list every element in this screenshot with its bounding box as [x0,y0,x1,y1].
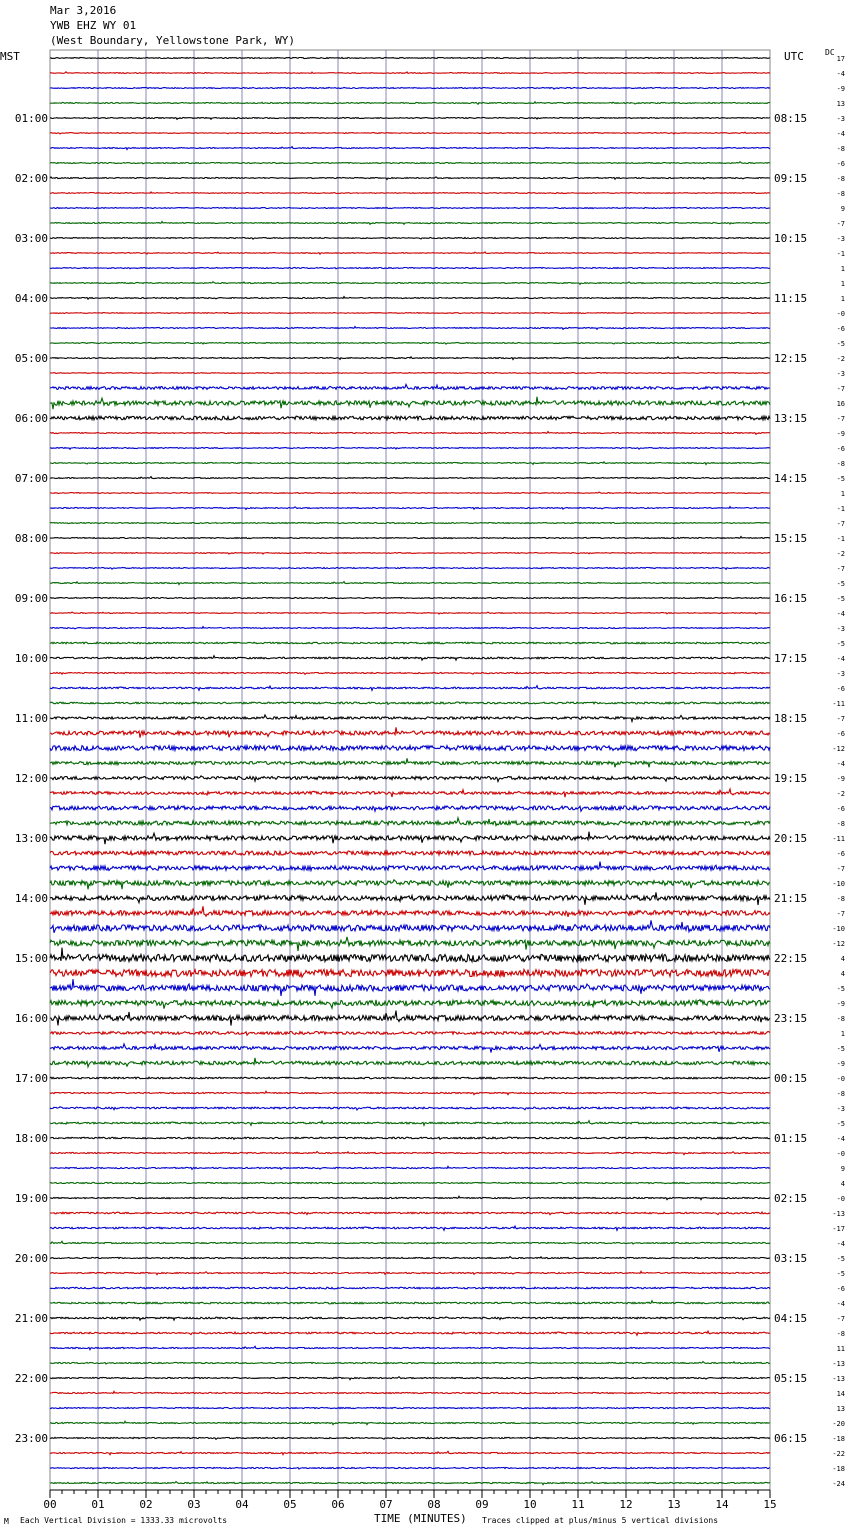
seismic-trace [50,1451,770,1454]
dc-offset-value: -4 [836,760,845,768]
seismic-trace [50,1407,770,1408]
dc-offset-value: -0 [836,310,845,318]
right-timezone-label: UTC [784,50,804,63]
seismic-trace [50,537,770,539]
seismic-trace [50,789,770,797]
seismic-trace [50,222,770,225]
dc-offset-value: -13 [832,1210,845,1218]
dc-offset-value: -4 [836,70,845,78]
seismic-trace [50,1058,770,1067]
seismic-trace [50,132,770,134]
seismic-trace [50,268,770,269]
dc-offset-value: -9 [836,85,845,93]
dc-offset-value: -18 [832,1435,845,1443]
right-hour-label: 08:15 [774,112,808,125]
right-hour-label: 15:15 [774,532,808,545]
seismic-trace [50,492,770,494]
right-hour-label: 14:15 [774,472,808,485]
dc-offset-value: -6 [836,445,845,453]
dc-offset-value: -3 [836,625,845,633]
seismic-trace [50,313,770,314]
seismic-trace [50,192,770,194]
dc-offset-value: 13 [836,1405,845,1413]
x-tick-label: 03 [187,1498,201,1511]
dc-offset-value: -24 [832,1480,845,1488]
left-hour-label: 03:00 [14,232,48,245]
dc-offset-value: -5 [836,1045,845,1053]
dc-offset-value: -4 [836,130,845,138]
dc-offset-value: -0 [836,1195,845,1203]
right-hour-label: 03:15 [774,1252,808,1265]
x-tick-label: 15 [763,1498,777,1511]
seismic-trace [50,208,770,209]
dc-offset-value: -5 [836,475,845,483]
x-tick-label: 06 [331,1498,345,1511]
seismic-trace [50,1287,770,1289]
dc-offset-value: -11 [832,700,845,708]
seismic-trace [50,147,770,150]
right-hour-label: 00:15 [774,1072,808,1085]
seismic-trace [50,1377,770,1380]
right-hour-label: 22:15 [774,952,808,965]
seismic-trace [50,1121,770,1126]
x-tick-label: 12 [619,1498,633,1511]
seismic-trace [50,567,770,569]
x-tick-label: 08 [427,1498,441,1511]
seismic-trace [50,117,770,119]
seismic-trace [50,715,770,722]
left-hour-label: 17:00 [14,1072,48,1085]
seismic-trace [50,1241,770,1244]
seismic-trace [50,523,770,524]
dc-offset-value: -9 [836,1060,845,1068]
left-hour-label: 07:00 [14,472,48,485]
dc-offset-value: -6 [836,325,845,333]
dc-offset-value: -6 [836,805,845,813]
station-code: YWB EHZ WY 01 [50,19,137,32]
seismic-trace [50,373,770,374]
seismic-trace [50,979,770,996]
seismic-trace [50,880,770,890]
dc-offset-value: 11 [836,1345,845,1353]
left-hour-label: 10:00 [14,652,48,665]
dc-offset-value: -3 [836,370,845,378]
dc-offset-value: -5 [836,580,845,588]
right-hour-label: 02:15 [774,1192,808,1205]
right-hour-label: 10:15 [774,232,808,245]
right-hour-label: 20:15 [774,832,808,845]
seismic-trace [50,597,770,598]
dc-offset-value: 4 [840,955,845,963]
dc-offset-value: -4 [836,1300,845,1308]
dc-offset-value: 4 [840,1180,845,1188]
seismic-trace [50,758,770,767]
dc-offset-value: -3 [836,670,845,678]
seismic-trace [50,1271,770,1274]
seismic-trace [50,1421,770,1424]
seismic-trace [50,1137,770,1139]
seismic-trace [50,1091,770,1094]
left-hour-label: 16:00 [14,1012,48,1025]
x-tick-label: 11 [571,1498,585,1511]
dc-offset-value: -9 [836,775,845,783]
seismic-trace [50,969,770,977]
dc-offset-value: -2 [836,355,845,363]
left-hour-label: 06:00 [14,412,48,425]
dc-offset-value: -6 [836,160,845,168]
seismic-trace [50,177,770,180]
seismic-trace [50,87,770,89]
seismic-trace [50,1317,770,1320]
seismic-trace [50,746,770,751]
dc-offset-value: -1 [836,505,845,513]
dc-offset-value: -8 [836,175,845,183]
dc-offset-value: -22 [832,1450,845,1458]
left-hour-label: 23:00 [14,1432,48,1445]
dc-offset-value: 1 [840,280,845,288]
x-tick-label: 02 [139,1498,153,1511]
dc-offset-value: 9 [840,1165,845,1173]
seismic-trace [50,702,770,704]
seismic-trace [50,948,770,962]
corner-mark: M [4,1517,9,1526]
dc-offset-value: -7 [836,520,845,528]
seismic-trace [50,416,770,420]
clipping-note: Traces clipped at plus/minus 5 vertical divisions [482,1516,719,1525]
dc-offset-value: -8 [836,1090,845,1098]
seismic-trace [50,162,770,164]
dc-offset-value: -2 [836,550,845,558]
dc-offset-value: 4 [840,970,845,978]
seismic-trace [50,727,770,737]
seismic-trace [50,447,770,449]
seismic-trace [50,1391,770,1393]
seismic-trace [50,1152,770,1155]
seismic-trace [50,1031,770,1035]
right-hour-label: 19:15 [774,772,808,785]
seismic-trace [50,686,770,691]
dc-offset-value: -11 [832,835,845,843]
dc-offset-value: -13 [832,1360,845,1368]
seismic-trace [50,297,770,300]
dc-offset-value: -18 [832,1465,845,1473]
right-hour-label: 12:15 [774,352,808,365]
seismic-trace [50,776,770,782]
seismic-trace [50,851,770,855]
dc-offset-value: 1 [840,295,845,303]
left-hour-label: 09:00 [14,592,48,605]
dc-offset-value: 17 [836,55,845,63]
seismic-trace [50,806,770,811]
dc-offset-value: -12 [832,940,845,948]
x-tick-label: 01 [91,1498,105,1511]
dc-offset-value: -5 [836,1255,845,1263]
seismic-trace [50,72,770,74]
seismic-trace [50,1437,770,1439]
dc-offset-value: -10 [832,880,845,888]
left-hour-label: 19:00 [14,1192,48,1205]
dc-offset-value: 13 [836,100,845,108]
dc-offset-value: -17 [832,1225,845,1233]
dc-offset-value: -4 [836,655,845,663]
right-hour-label: 23:15 [774,1012,808,1025]
seismic-trace [50,1346,770,1349]
seismic-trace [50,906,770,917]
seismic-trace [50,1166,770,1169]
seismic-trace [50,327,770,330]
dc-offset-value: -8 [836,145,845,153]
seismic-trace [50,1257,770,1259]
dc-offset-value: 9 [840,205,845,213]
dc-offset-value: -5 [836,1120,845,1128]
seismic-trace [50,384,770,389]
dc-offset-value: -4 [836,1135,845,1143]
x-tick-label: 09 [475,1498,489,1511]
dc-offset-value: -2 [836,790,845,798]
dc-offset-value: -0 [836,1150,845,1158]
dc-offset-value: -7 [836,565,845,573]
left-hour-label: 02:00 [14,172,48,185]
dc-offset-value: -12 [832,745,845,753]
dc-offset-value: -7 [836,865,845,873]
dc-offset-value: -7 [836,385,845,393]
seismic-trace [50,1044,770,1053]
dc-offset-value: -8 [836,1330,845,1338]
dc-offset-value: -6 [836,730,845,738]
dc-offset-value: -20 [832,1420,845,1428]
dc-offset-value: -7 [836,910,845,918]
seismic-trace [50,397,770,410]
right-hour-label: 18:15 [774,712,808,725]
dc-offset-value: -3 [836,235,845,243]
seismic-trace [50,102,770,105]
dc-offset-value: -5 [836,595,845,603]
right-hour-label: 11:15 [774,292,808,305]
seismic-trace [50,862,770,871]
dc-offset-value: 1 [840,1030,845,1038]
seismic-trace [50,1331,770,1335]
right-hour-label: 16:15 [774,592,808,605]
dc-offset-value: -6 [836,850,845,858]
left-hour-label: 04:00 [14,292,48,305]
station-location: (West Boundary, Yellowstone Park, WY) [50,34,296,47]
dc-offset-value: -6 [836,1285,845,1293]
seismic-trace [50,1196,770,1199]
seismic-trace [50,252,770,254]
dc-offset-value: -8 [836,190,845,198]
x-tick-label: 07 [379,1498,393,1511]
dc-offset-value: -7 [836,220,845,228]
seismic-trace [50,357,770,360]
dc-offset-value: -13 [832,1375,845,1383]
seismic-trace [50,672,770,674]
seismic-trace [50,553,770,555]
x-axis-title: TIME (MINUTES) [374,1512,467,1525]
left-hour-label: 01:00 [14,112,48,125]
dc-offset-value: -8 [836,460,845,468]
right-hour-label: 17:15 [774,652,808,665]
seismic-trace [50,1011,770,1026]
vertical-scale-note: Each Vertical Division = 1333.33 microvolts [20,1516,228,1525]
seismic-trace [50,462,770,465]
right-hour-label: 05:15 [774,1372,808,1385]
seismic-trace [50,1226,770,1230]
dc-offset-value: -5 [836,985,845,993]
left-timezone-label: MST [0,50,20,63]
dc-offset-value: -5 [836,340,845,348]
x-tick-label: 14 [715,1498,729,1511]
seismic-trace [50,507,770,510]
seismic-trace [50,612,770,614]
dc-offset-value: 1 [840,265,845,273]
seismic-trace [50,627,770,629]
seismic-trace [50,1212,770,1215]
left-hour-label: 08:00 [14,532,48,545]
dc-offset-value: -8 [836,820,845,828]
right-hour-label: 09:15 [774,172,808,185]
seismic-trace [50,892,770,905]
dc-offset-value: -7 [836,715,845,723]
dc-offset-value: 1 [840,490,845,498]
left-hour-label: 13:00 [14,832,48,845]
seismic-trace [50,1107,770,1110]
dc-offset-value: -9 [836,1000,845,1008]
left-hour-label: 11:00 [14,712,48,725]
right-hour-label: 21:15 [774,892,808,905]
seismic-trace [50,282,770,285]
seismic-trace [50,1301,770,1304]
seismic-trace [50,937,770,951]
seismic-trace [50,1362,770,1365]
left-hour-label: 21:00 [14,1312,48,1325]
left-hour-label: 18:00 [14,1132,48,1145]
dc-offset-value: -5 [836,640,845,648]
seismic-trace [50,1482,770,1485]
dc-offset-value: 16 [836,400,845,408]
x-tick-label: 10 [523,1498,537,1511]
left-hour-label: 15:00 [14,952,48,965]
dc-offset-value: -7 [836,1315,845,1323]
seismic-trace [50,642,770,644]
dc-offset-value: -1 [836,250,845,258]
dc-offset-value: -9 [836,430,845,438]
seismic-trace [50,818,770,826]
seismic-trace [50,1467,770,1469]
dc-offset-value: -5 [836,1270,845,1278]
x-tick-label: 05 [283,1498,297,1511]
seismic-trace [50,582,770,585]
seismic-trace [50,1077,770,1079]
left-hour-label: 14:00 [14,892,48,905]
seismic-trace [50,237,770,239]
seismic-trace [50,1000,770,1009]
x-tick-label: 04 [235,1498,249,1511]
right-hour-label: 06:15 [774,1432,808,1445]
recording-date: Mar 3,2016 [50,4,117,17]
dc-offset-value: -10 [832,925,845,933]
dc-offset-value: -1 [836,535,845,543]
dc-offset-value: -4 [836,1240,845,1248]
x-tick-label: 00 [43,1498,57,1511]
seismic-trace [50,342,770,344]
dc-offset-value: -3 [836,1105,845,1113]
dc-offset-value: -6 [836,685,845,693]
dc-offset-value: 14 [836,1390,845,1398]
dc-offset-value: -0 [836,1075,845,1083]
seismic-trace [50,1182,770,1183]
right-hour-label: 04:15 [774,1312,808,1325]
dc-offset-header: DC [825,48,835,57]
seismic-trace [50,432,770,435]
x-tick-label: 13 [667,1498,681,1511]
seismic-trace [50,477,770,479]
dc-offset-value: -7 [836,415,845,423]
left-hour-label: 05:00 [14,352,48,365]
dc-offset-value: -3 [836,115,845,123]
right-hour-label: 13:15 [774,412,808,425]
seismic-trace [50,920,770,933]
dc-offset-value: -4 [836,610,845,618]
left-hour-label: 12:00 [14,772,48,785]
right-hour-label: 01:15 [774,1132,808,1145]
dc-offset-value: -8 [836,1015,845,1023]
left-hour-label: 20:00 [14,1252,48,1265]
seismic-trace [50,832,770,845]
dc-offset-value: -8 [836,895,845,903]
seismic-trace [50,57,770,58]
left-hour-label: 22:00 [14,1372,48,1385]
seismic-trace [50,656,770,660]
